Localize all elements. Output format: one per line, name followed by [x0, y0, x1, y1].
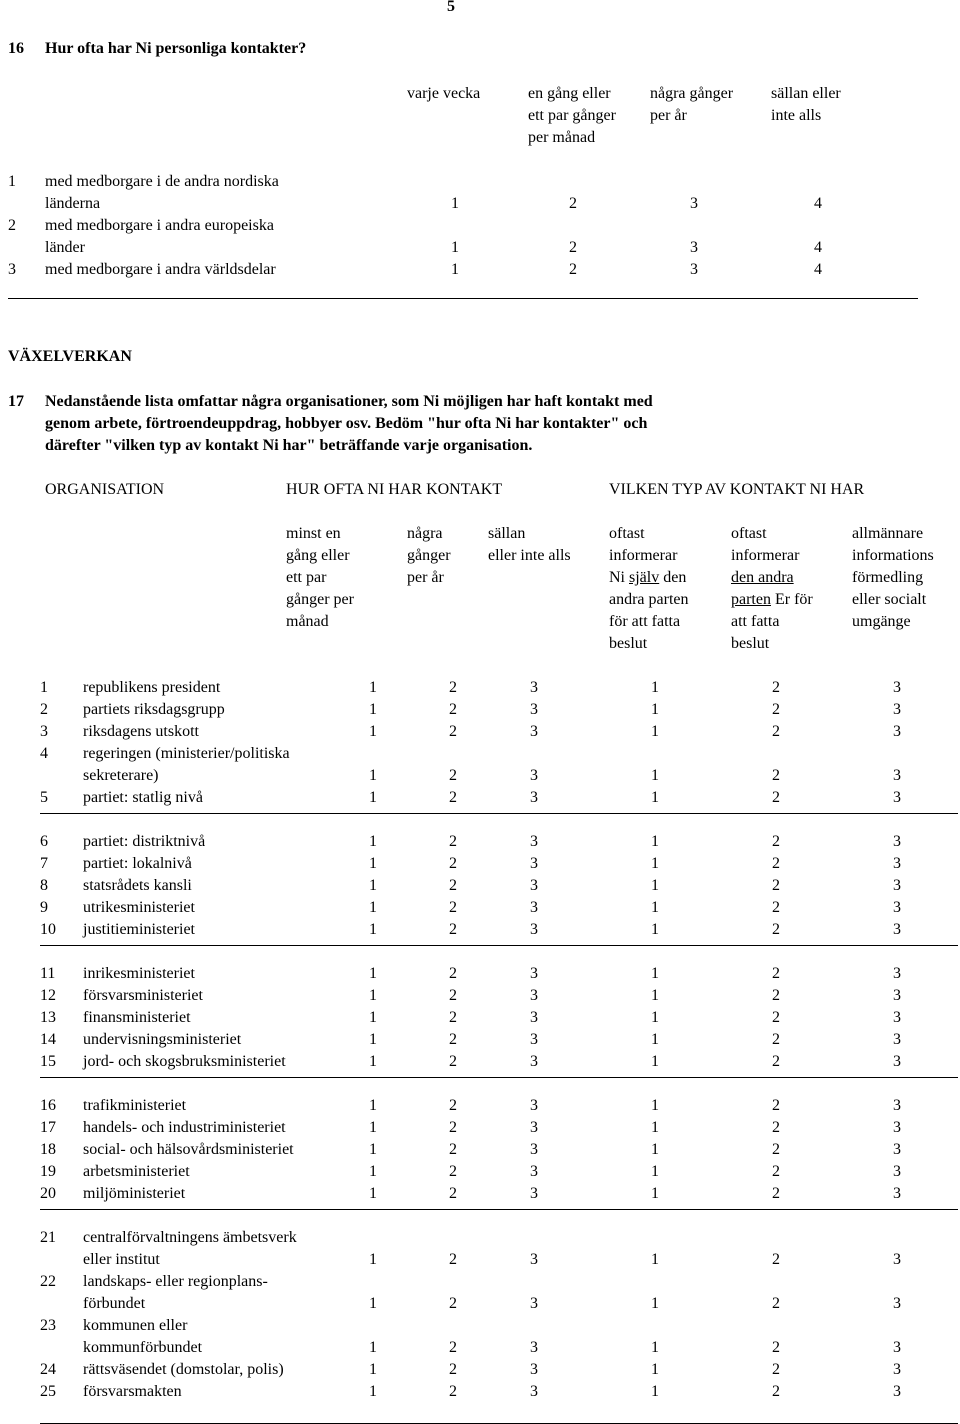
q17-text-line: Nedanstående lista omfattar några organisationer, som Ni möjligen har haft kontakt med [45, 393, 653, 410]
answer-code: 2 [772, 679, 780, 696]
answer-code: 2 [772, 855, 780, 872]
group-divider [40, 1077, 958, 1078]
answer-code: 1 [651, 1361, 659, 1378]
subheader-text-underlined: den andra parten [731, 569, 794, 608]
answer-code: 2 [449, 723, 457, 740]
org-row-number: 24 [40, 1361, 56, 1378]
page-number: 5 [447, 0, 455, 15]
subheader-text: oftast informerar [731, 525, 800, 564]
divider [8, 298, 918, 299]
answer-code: 2 [449, 1383, 457, 1400]
answer-code: 1 [651, 723, 659, 740]
q16-answer-code: 2 [569, 261, 577, 278]
answer-code: 3 [530, 1163, 538, 1180]
answer-code: 3 [893, 1097, 901, 1114]
org-row-number: 7 [40, 855, 48, 872]
org-row-number: 10 [40, 921, 56, 938]
group-divider [40, 1209, 958, 1210]
answer-code: 1 [369, 1141, 377, 1158]
answer-code: 1 [651, 789, 659, 806]
answer-code: 1 [651, 965, 659, 982]
q16-row-number: 2 [8, 217, 16, 234]
answer-code: 2 [449, 987, 457, 1004]
org-row-number: 20 [40, 1185, 56, 1202]
q16-answer-code: 4 [814, 195, 822, 212]
answer-code: 1 [651, 899, 659, 916]
answer-code: 2 [449, 1031, 457, 1048]
answer-code: 1 [651, 855, 659, 872]
answer-code: 2 [772, 1383, 780, 1400]
answer-code: 2 [449, 1185, 457, 1202]
answer-code: 1 [651, 1141, 659, 1158]
org-row-label: förbundet [83, 1295, 146, 1312]
answer-code: 1 [651, 987, 659, 1004]
org-row-number: 25 [40, 1383, 56, 1400]
answer-code: 3 [893, 1141, 901, 1158]
subheader-text: oftast informerar Ni [609, 525, 678, 586]
answer-code: 1 [369, 767, 377, 784]
q16-header-weekly: varje vecka [407, 85, 481, 102]
answer-code: 1 [369, 1053, 377, 1070]
answer-code: 2 [449, 1163, 457, 1180]
header-how-often: HUR OFTA NI HAR KONTAKT [286, 481, 503, 498]
answer-code: 2 [449, 921, 457, 938]
org-row-number: 4 [40, 745, 48, 762]
q16-row-label: med medborgare i de andra nordiska [45, 173, 279, 190]
answer-code: 1 [651, 1339, 659, 1356]
answer-code: 3 [893, 1163, 901, 1180]
org-row-number: 8 [40, 877, 48, 894]
answer-code: 3 [893, 767, 901, 784]
answer-code: 1 [369, 1163, 377, 1180]
answer-code: 2 [772, 767, 780, 784]
q16-header-monthly: en gång eller ett par gånger per månad [528, 85, 616, 146]
org-row-label: social- och hälsovårdsministeriet [83, 1141, 294, 1158]
subheader-informs-other [609, 523, 689, 655]
answer-code: 1 [369, 1119, 377, 1136]
answer-code: 1 [651, 1031, 659, 1048]
q16-answer-code: 4 [814, 261, 822, 278]
answer-code: 3 [530, 1097, 538, 1114]
answer-code: 3 [530, 1251, 538, 1268]
answer-code: 1 [369, 679, 377, 696]
q16-row-number: 3 [8, 261, 16, 278]
subheader-text: den andra parten för att fatta beslut [609, 569, 689, 652]
org-row-label: justitieministeriet [83, 921, 195, 938]
org-row-label: republikens president [83, 679, 221, 696]
answer-code: 3 [893, 701, 901, 718]
answer-code: 3 [893, 1295, 901, 1312]
answer-code: 3 [893, 723, 901, 740]
answer-code: 2 [449, 1053, 457, 1070]
q16-row-label: länder [45, 239, 85, 256]
answer-code: 2 [449, 789, 457, 806]
org-row-number: 22 [40, 1273, 56, 1290]
answer-code: 3 [893, 1031, 901, 1048]
org-row-label: inrikesministeriet [83, 965, 195, 982]
answer-code: 2 [772, 1185, 780, 1202]
answer-code: 1 [369, 1097, 377, 1114]
answer-code: 3 [893, 1339, 901, 1356]
org-row-label: partiet: statlig nivå [83, 789, 203, 806]
org-row-number: 12 [40, 987, 56, 1004]
answer-code: 3 [530, 1361, 538, 1378]
answer-code: 1 [651, 767, 659, 784]
answer-code: 3 [530, 1383, 538, 1400]
answer-code: 1 [651, 833, 659, 850]
org-row-label: handels- och industriministeriet [83, 1119, 286, 1136]
org-row-number: 18 [40, 1141, 56, 1158]
answer-code: 3 [530, 965, 538, 982]
q17-text-line: genom arbete, förtroendeuppdrag, hobbyer osv. Bedöm "hur ofta Ni har kontakter" och [45, 415, 648, 432]
answer-code: 3 [893, 1119, 901, 1136]
group-divider [40, 945, 958, 946]
answer-code: 1 [369, 1251, 377, 1268]
org-row-label: eller institut [83, 1251, 160, 1268]
org-row-number: 3 [40, 723, 48, 740]
q16-row-label: med medborgare i andra europeiska [45, 217, 274, 234]
q16-header-rarely: sällan eller inte alls [771, 85, 841, 124]
org-row-number: 11 [40, 965, 56, 982]
answer-code: 2 [449, 833, 457, 850]
answer-code: 3 [893, 921, 901, 938]
answer-code: 3 [530, 1053, 538, 1070]
answer-code: 1 [369, 965, 377, 982]
answer-code: 2 [449, 701, 457, 718]
org-row-label: undervisningsministeriet [83, 1031, 242, 1048]
answer-code: 3 [530, 1119, 538, 1136]
q16-answer-code: 4 [814, 239, 822, 256]
answer-code: 2 [772, 1163, 780, 1180]
answer-code: 1 [369, 1361, 377, 1378]
org-row-label: sekreterare) [83, 767, 159, 784]
answer-code: 1 [369, 1295, 377, 1312]
header-contact-type: VILKEN TYP AV KONTAKT NI HAR [609, 481, 865, 498]
answer-code: 1 [651, 1383, 659, 1400]
subheader-other-informs [731, 523, 813, 655]
answer-code: 1 [651, 701, 659, 718]
header-organisation: ORGANISATION [45, 481, 165, 498]
answer-code: 2 [772, 701, 780, 718]
answer-code: 2 [772, 1097, 780, 1114]
q16-answer-code: 3 [690, 239, 698, 256]
subheader-rarely: sällan eller inte alls [488, 525, 571, 564]
answer-code: 3 [530, 679, 538, 696]
org-row-label: regeringen (ministerier/politiska [83, 745, 290, 762]
org-row-label: försvarsmakten [83, 1383, 182, 1400]
q17-number: 17 [8, 393, 24, 410]
q16-answer-code: 1 [451, 195, 459, 212]
answer-code: 2 [449, 855, 457, 872]
answer-code: 1 [369, 1383, 377, 1400]
group-divider [40, 813, 958, 814]
org-row-label: landskaps- eller regionplans- [83, 1273, 268, 1290]
answer-code: 3 [530, 899, 538, 916]
answer-code: 2 [449, 1009, 457, 1026]
answer-code: 1 [369, 723, 377, 740]
answer-code: 2 [772, 1251, 780, 1268]
q16-number: 16 [8, 40, 24, 57]
answer-code: 3 [893, 1251, 901, 1268]
answer-code: 1 [369, 789, 377, 806]
q16-answer-code: 3 [690, 195, 698, 212]
answer-code: 3 [530, 701, 538, 718]
answer-code: 3 [893, 679, 901, 696]
answer-code: 3 [530, 987, 538, 1004]
answer-code: 1 [369, 987, 377, 1004]
org-row-label: rättsväsendet (domstolar, polis) [83, 1361, 284, 1378]
org-row-label: kommunen eller [83, 1317, 188, 1334]
answer-code: 3 [530, 723, 538, 740]
org-row-number: 23 [40, 1317, 56, 1334]
org-row-number: 17 [40, 1119, 56, 1136]
answer-code: 3 [530, 789, 538, 806]
answer-code: 2 [449, 1251, 457, 1268]
answer-code: 2 [772, 1009, 780, 1026]
answer-code: 1 [369, 921, 377, 938]
q16-row-number: 1 [8, 173, 16, 190]
answer-code: 2 [772, 899, 780, 916]
org-row-label: centralförvaltningens ämbetsverk [83, 1229, 297, 1246]
org-row-number: 13 [40, 1009, 56, 1026]
answer-code: 1 [369, 855, 377, 872]
answer-code: 2 [772, 1053, 780, 1070]
subheader-yearly: några gånger per år [407, 525, 451, 586]
q16-answer-code: 2 [569, 195, 577, 212]
org-row-label: miljöministeriet [83, 1185, 186, 1202]
answer-code: 2 [449, 1339, 457, 1356]
answer-code: 3 [530, 1185, 538, 1202]
answer-code: 2 [449, 1141, 457, 1158]
org-row-label: statsrådets kansli [83, 877, 192, 894]
subheader-general: allmännare informations förmedling eller socialt umgänge [852, 525, 934, 630]
org-row-label: utrikesministeriet [83, 899, 195, 916]
org-row-number: 9 [40, 899, 48, 916]
org-row-number: 1 [40, 679, 48, 696]
answer-code: 2 [772, 1361, 780, 1378]
answer-code: 3 [893, 965, 901, 982]
answer-code: 1 [651, 1097, 659, 1114]
org-row-number: 15 [40, 1053, 56, 1070]
org-row-label: finansministeriet [83, 1009, 191, 1026]
answer-code: 2 [772, 921, 780, 938]
answer-code: 1 [369, 1009, 377, 1026]
org-row-number: 19 [40, 1163, 56, 1180]
org-row-label: partiet: distriktnivå [83, 833, 206, 850]
org-row-number: 6 [40, 833, 48, 850]
answer-code: 1 [651, 1185, 659, 1202]
answer-code: 1 [651, 1009, 659, 1026]
answer-code: 3 [530, 877, 538, 894]
org-row-number: 16 [40, 1097, 56, 1114]
answer-code: 1 [651, 1163, 659, 1180]
answer-code: 2 [449, 877, 457, 894]
answer-code: 1 [651, 1053, 659, 1070]
answer-code: 3 [530, 1031, 538, 1048]
section-title: VÄXELVERKAN [8, 348, 132, 365]
q16-row-label: med medborgare i andra världsdelar [45, 261, 276, 278]
subheader-text: Er för att fatta beslut [731, 591, 813, 652]
q16-title: Hur ofta har Ni personliga kontakter? [45, 40, 307, 57]
org-row-number: 14 [40, 1031, 56, 1048]
answer-code: 3 [893, 987, 901, 1004]
subheader-monthly: minst en gång eller ett par gånger per månad [286, 525, 354, 630]
answer-code: 1 [369, 701, 377, 718]
answer-code: 1 [651, 877, 659, 894]
answer-code: 1 [369, 1185, 377, 1202]
answer-code: 2 [449, 1361, 457, 1378]
answer-code: 1 [369, 1031, 377, 1048]
answer-code: 1 [369, 833, 377, 850]
answer-code: 2 [449, 679, 457, 696]
answer-code: 3 [530, 921, 538, 938]
answer-code: 2 [449, 1119, 457, 1136]
answer-code: 1 [369, 877, 377, 894]
answer-code: 1 [651, 1119, 659, 1136]
org-row-label: riksdagens utskott [83, 723, 199, 740]
q16-answer-code: 1 [451, 239, 459, 256]
answer-code: 2 [449, 1295, 457, 1312]
answer-code: 3 [893, 877, 901, 894]
org-row-number: 5 [40, 789, 48, 806]
answer-code: 3 [893, 1185, 901, 1202]
answer-code: 3 [893, 1361, 901, 1378]
answer-code: 3 [530, 1295, 538, 1312]
org-row-label: partiet: lokalnivå [83, 855, 192, 872]
q16-header-yearly: några gånger per år [650, 85, 734, 124]
org-row-label: jord- och skogsbruksministeriet [83, 1053, 286, 1070]
q16-row-label: länderna [45, 195, 101, 212]
org-row-label: kommunförbundet [83, 1339, 203, 1356]
answer-code: 3 [530, 855, 538, 872]
answer-code: 2 [772, 987, 780, 1004]
answer-code: 2 [772, 1119, 780, 1136]
org-row-label: försvarsministeriet [83, 987, 203, 1004]
answer-code: 2 [772, 1295, 780, 1312]
answer-code: 3 [893, 833, 901, 850]
answer-code: 1 [369, 899, 377, 916]
answer-code: 2 [772, 965, 780, 982]
answer-code: 1 [369, 1339, 377, 1356]
q16-answer-code: 2 [569, 239, 577, 256]
q17-text-line: därefter "vilken typ av kontakt Ni har" beträffande varje organisation. [45, 437, 533, 454]
answer-code: 1 [651, 1251, 659, 1268]
answer-code: 3 [893, 1053, 901, 1070]
answer-code: 2 [772, 833, 780, 850]
answer-code: 3 [530, 1141, 538, 1158]
answer-code: 1 [651, 1295, 659, 1312]
answer-code: 3 [893, 1383, 901, 1400]
answer-code: 3 [530, 1339, 538, 1356]
org-row-label: partiets riksdagsgrupp [83, 701, 225, 718]
org-row-number: 2 [40, 701, 48, 718]
answer-code: 3 [893, 789, 901, 806]
org-row-number: 21 [40, 1229, 56, 1246]
answer-code: 1 [651, 679, 659, 696]
answer-code: 2 [449, 1097, 457, 1114]
subheader-text-underlined: själv [629, 569, 660, 586]
answer-code: 3 [893, 855, 901, 872]
answer-code: 3 [530, 833, 538, 850]
answer-code: 2 [772, 877, 780, 894]
org-row-label: arbetsministeriet [83, 1163, 190, 1180]
org-row-label: trafikministeriet [83, 1097, 187, 1114]
answer-code: 2 [772, 723, 780, 740]
answer-code: 2 [449, 965, 457, 982]
answer-code: 2 [772, 789, 780, 806]
answer-code: 2 [449, 767, 457, 784]
answer-code: 3 [530, 767, 538, 784]
answer-code: 3 [893, 899, 901, 916]
answer-code: 3 [530, 1009, 538, 1026]
answer-code: 2 [772, 1141, 780, 1158]
answer-code: 2 [772, 1031, 780, 1048]
answer-code: 3 [893, 1009, 901, 1026]
answer-code: 2 [772, 1339, 780, 1356]
answer-code: 2 [449, 899, 457, 916]
q16-answer-code: 1 [451, 261, 459, 278]
q16-answer-code: 3 [690, 261, 698, 278]
answer-code: 1 [651, 921, 659, 938]
